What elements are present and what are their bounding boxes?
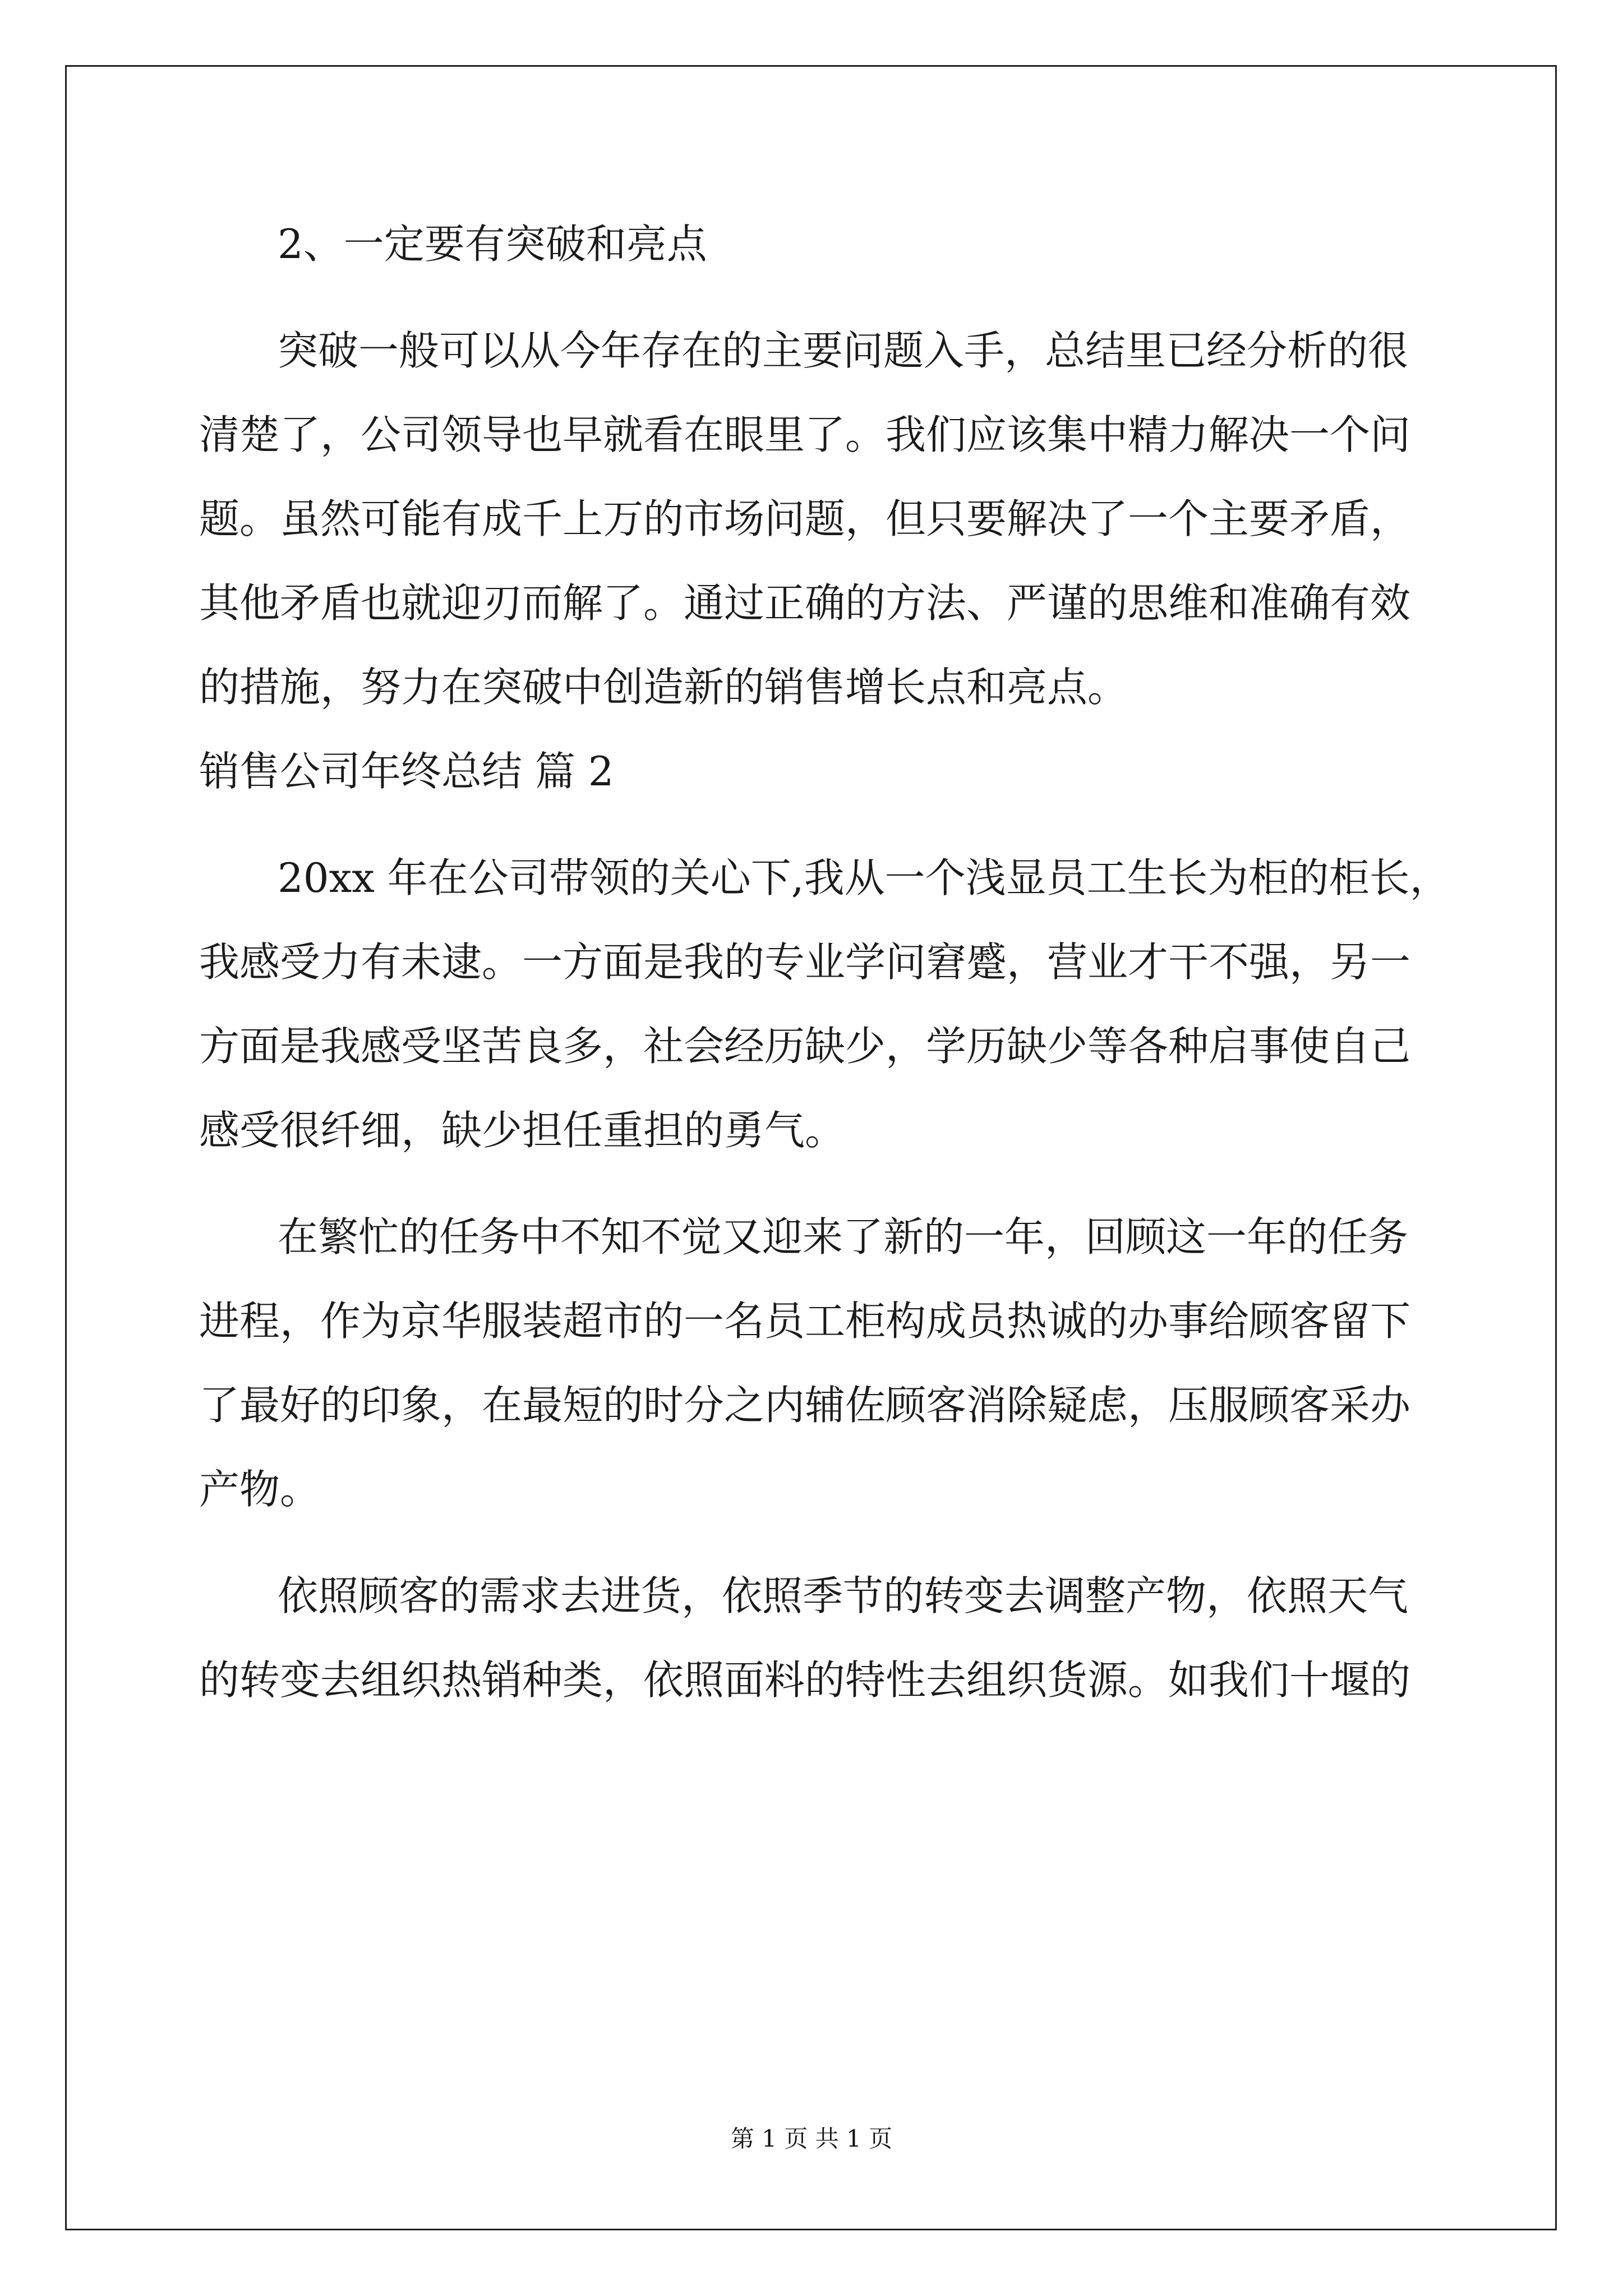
paragraph-line: 产物。 [199, 1466, 321, 1513]
paragraph-line: 感受很纤细，缺少担任重担的勇气。 [199, 1107, 846, 1154]
paragraph-line: 清楚了，公司领导也早就看在眼里了。我们应该集中精力解决一个问 [199, 411, 1411, 458]
paragraph-line: 方面是我感受坚苦良多，社会经历缺少，学历缺少等各种启事使自己 [199, 1023, 1411, 1070]
paragraph-line: 突破一般可以从今年存在的主要问题入手，总结里已经分析的很 [278, 327, 1409, 374]
paragraph-line: 的转变去组织热销种类，依照面料的特性去组织货源。如我们十堰的 [199, 1657, 1411, 1704]
document-body [199, 202, 1450, 1722]
paragraph-line: 进程，作为京华服装超市的一名员工柜构成员热诚的办事给顾客留下 [199, 1297, 1411, 1345]
paragraph-line: 的措施，努力在突破中创造新的销售增长点和亮点。 [199, 664, 1128, 711]
article-title: 销售公司年终总结 篇 2 [199, 748, 614, 795]
page-footer: 第 1 页 共 1 页 [730, 2125, 893, 2152]
section-heading: 2、一定要有突破和亮点 [278, 220, 707, 268]
paragraph-line: 我感受力有未逮。一方面是我的专业学问窘蹙，营业才干不强，另一 [199, 938, 1411, 986]
paragraph-line: 其他矛盾也就迎刃而解了。通过正确的方法、严谨的思维和准确有效 [199, 579, 1411, 627]
paragraph-line: 依照顾客的需求去进货，依照季节的转变去调整产物，依照天气 [278, 1572, 1409, 1619]
paragraph-line: 了最好的印象，在最短的时分之内辅佐顾客消除疑虑，压服顾客采办 [199, 1382, 1411, 1429]
paragraph-line: 在繁忙的任务中不知不觉又迎来了新的一年，回顾这一年的任务 [278, 1213, 1409, 1260]
paragraph-line: 题。虽然可能有成千上万的市场问题，但只要解决了一个主要矛盾， [199, 495, 1411, 542]
paragraph-line: 20xx 年在公司带领的关心下,我从一个浅显员工生长为柜的柜长， [278, 854, 1450, 901]
